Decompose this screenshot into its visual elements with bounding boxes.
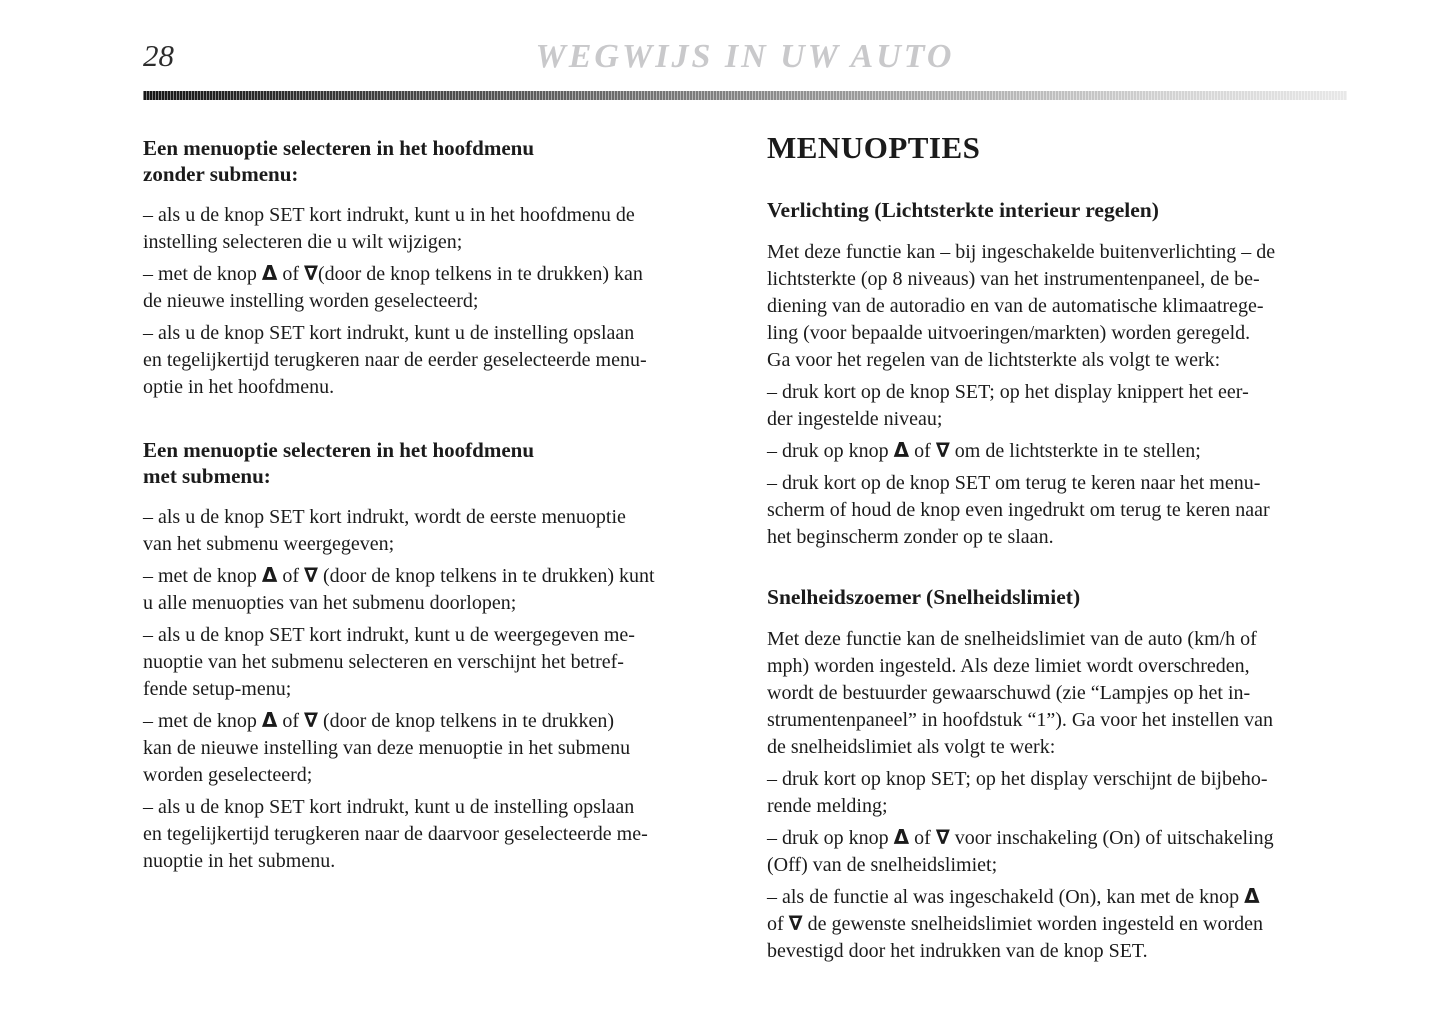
section-verlichting (767, 197, 1347, 551)
up-button-icon: Δ (261, 261, 278, 285)
up-button-icon: Δ (261, 563, 278, 587)
paragraph: – als u de knop SET kort indrukt, kunt u de weergegeven me- nuoptie van het submenu selecteren en verschijnt het betref- fende setup-menu; (143, 624, 635, 700)
right-column (767, 132, 1347, 965)
paragraph: – als de functie al was ingeschakeld (On), kan met de knop Δ of ∇ de gewenste snelheidslimiet worden ingesteld en worden bevestigd door het indrukken van de knop SET. (767, 884, 1264, 962)
down-button-icon: ∇ (935, 438, 950, 462)
up-button-icon: Δ (893, 438, 910, 462)
paragraph: – als u de knop SET kort indrukt, kunt u in het hoofdmenu de instelling selecteren die u wilt wijzigen; (143, 204, 635, 253)
page-content (143, 132, 1347, 965)
paragraph: – als u de knop SET kort indrukt, kunt u de instelling opslaan en tegelijkertijd terugkeren naar de daarvoor geselecteerde me- nuoptie in het submenu. (143, 796, 648, 872)
paragraph: – druk kort op de knop SET; op het display knippert het eer- der ingestelde niveau; (767, 381, 1249, 430)
left-column (143, 132, 723, 965)
paragraph: – als u de knop SET kort indrukt, wordt de eerste menuoptie van het submenu weergegeven; (143, 506, 626, 555)
header-gradient-rule (143, 91, 1347, 100)
paragraph: – druk op knop Δ of ∇ voor inschakeling (On) of uitschakeling (Off) van de snelheidslimiet; (767, 825, 1274, 876)
paragraph: – met de knop Δ of ∇(door de knop telkens in te drukken) kan de nieuwe instelling worden geselecteerd; (143, 261, 643, 312)
section-snelheidszoemer (767, 584, 1347, 965)
down-button-icon: ∇ (788, 911, 803, 935)
paragraph: – met de knop Δ of ∇ (door de knop telkens in te drukken) kan de nieuwe instelling van deze menuoptie in het submenu worden geselecteerd; (143, 708, 631, 786)
page-header-title: WEGWIJS IN UW AUTO (535, 38, 955, 75)
section-heading: Een menuoptie selecteren in het hoofdmenu zonder submenu: (143, 136, 535, 186)
section-heading: Verlichting (Lichtsterkte interieur regelen) (767, 198, 1159, 222)
paragraph: – druk op knop Δ of ∇ om de lichtsterkte in te stellen; (767, 438, 1201, 462)
section-heading: Snelheidszoemer (Snelheidslimiet) (767, 585, 1081, 609)
paragraph: Met deze functie kan de snelheidslimiet van de auto (km/h of mph) worden ingesteld. Als deze limiet wordt overschreden, wordt de bestuurder gewaarschuwd (zie “Lampjes op het in- strumentenpaneel” in hoofdstuk “1”). Ga voor het instellen van de snelheidslimiet als volgt te werk: (767, 628, 1273, 758)
paragraph: – druk kort op knop SET; op het display verschijnt de bijbeho- rende melding; (767, 768, 1268, 817)
up-button-icon: Δ (261, 708, 278, 732)
paragraph: – druk kort op de knop SET om terug te keren naar het menu- scherm of houd de knop even ingedrukt om terug te keren naar het beginscherm zonder op te slaan. (767, 472, 1270, 548)
down-button-icon: ∇ (304, 708, 318, 732)
page-number: 28 (143, 38, 174, 73)
up-button-icon: Δ (893, 825, 910, 849)
chapter-title: MENUOPTIES (767, 130, 981, 165)
down-button-icon: ∇ (935, 825, 950, 849)
paragraph: – met de knop Δ of ∇ (door de knop telkens in te drukken) kunt u alle menuopties van het submenu doorlopen; (143, 563, 655, 614)
down-button-icon: ∇ (304, 563, 318, 587)
section-select-with-submenu (143, 437, 723, 875)
section-heading: Een menuoptie selecteren in het hoofdmenu met submenu: (143, 438, 535, 488)
section-select-no-submenu (143, 135, 723, 401)
down-button-icon: ∇ (304, 261, 318, 285)
paragraph: Met deze functie kan – bij ingeschakelde buitenverlichting – de lichtsterkte (op 8 niveaus) van het instrumentenpaneel, de be- diening van de autoradio en van de automatische klimaatrege- ling (voor bepaalde uitvoeringen/markten) worden geregeld. Ga voor het regelen van de lichtsterkte als volgt te werk: (767, 241, 1276, 371)
paragraph: – als u de knop SET kort indrukt, kunt u de instelling opslaan en tegelijkertijd terugkeren naar de eerder geselecteerde menu- optie in het hoofdmenu. (143, 322, 647, 398)
up-button-icon: Δ (1244, 884, 1260, 908)
